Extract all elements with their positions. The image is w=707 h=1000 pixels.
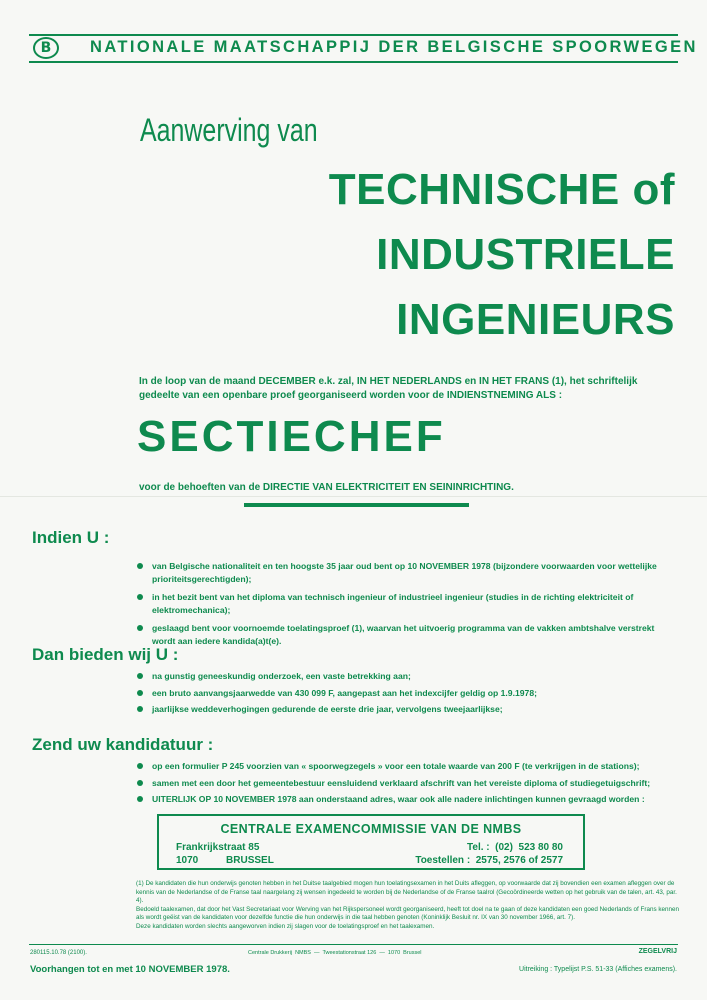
bieden-list bbox=[136, 670, 676, 720]
footnote-paragraph: Bedoeld taalexamen, dat door het Vast Secretariaat voor Werving van het Rijkspersoneel wordt georganiseerd, heeft tot doel na te gaan of deze kandidaten een goed Nederlands of Frans kennen als wordt geëist van de kandidaten voor dezelfde functie die hun onderwijs in die taal hebben genoten (Koninklijk Besluit nr. IX van 30 november 1966, art. 7). bbox=[136, 905, 680, 922]
footnote-paragraph: (1) De kandidaten die hun onderwijs genoten hebben in het Duitse taalgebied mogen hun toelatingsexamen in het Duits afleggen, op voorwaarde dat zij bovendien een examen afleggen over de kennis van de Nederlandse of de Franse taal naargelang zij wensen ingedeeld te worden bij de Nederlandse of de Franse taalrol (Gecoördineerde wetten op het gebruik van de talen, art. 43, par. 4). bbox=[136, 880, 677, 905]
paper-fold-line bbox=[0, 496, 707, 497]
zend-list bbox=[136, 760, 676, 810]
print-code: 280115.10.78 (2100). bbox=[30, 950, 87, 956]
footer-rule bbox=[29, 944, 678, 945]
printer-line: Centrale Drukkerij NMBS — Tweestationstraat 126 — 1070 Brussel bbox=[248, 950, 422, 956]
list-item: UITERLIJK OP 10 NOVEMBER 1978 aan onderstaand adres, waar ook alle nadere inlichtingen kunnen gevraagd worden : bbox=[136, 793, 676, 806]
address-street: Frankrijkstraat 85 bbox=[176, 842, 260, 853]
list-item: geslaagd bent voor voornoemde toelatingsproef (1), waarvan het uitvoerig programma van de vakken ambtshalve verstrekt wordt aan iedere kandida(a)t(e). bbox=[136, 622, 676, 647]
list-item: een bruto aanvangsjaarwedde van 430 099 F, aangepast aan het indexcijfer geldig op 1.9.1978; bbox=[136, 687, 676, 700]
position-title: SECTIECHEF bbox=[137, 412, 446, 461]
address-box bbox=[157, 814, 585, 870]
address-box-title: CENTRALE EXAMENCOMMISSIE VAN DE NMBS bbox=[220, 822, 522, 836]
footnote-block bbox=[136, 880, 680, 932]
header-top-rule bbox=[29, 34, 678, 36]
header-bottom-rule bbox=[29, 61, 678, 63]
section-divider bbox=[244, 503, 469, 507]
list-item: na gunstig geneeskundig onderzoek, een vaste betrekking aan; bbox=[136, 670, 676, 683]
posting-deadline: Voorhangen tot en met 10 NOVEMBER 1978. bbox=[30, 964, 230, 975]
section-heading-indien: Indien U : bbox=[32, 528, 110, 547]
directie-text: voor de behoeften van de DIRECTIE VAN ELEKTRICITEIT EN SEININRICHTING. bbox=[139, 482, 514, 493]
zegelvrij-label: ZEGELVRIJ bbox=[638, 948, 677, 955]
list-item: in het bezit bent van het diploma van technisch ingenieur of industrieel ingenieur (studies in de richting elektriciteit of elektromechanica); bbox=[136, 591, 676, 616]
distribution-note: Uitreiking : Typelijst P.S. 51-33 (Affiches examens). bbox=[519, 966, 677, 973]
list-item: van Belgische nationaliteit en ten hoogste 35 jaar oud bent op 10 NOVEMBER 1978 (bijzondere voorwaarden voor wettelijke prioriteitsgerechtigden); bbox=[136, 560, 676, 585]
address-city: 1070 BRUSSEL bbox=[176, 855, 274, 866]
title-line-2: INDUSTRIELE bbox=[376, 230, 675, 279]
intro-text: In de loop van de maand DECEMBER e.k. zal, IN HET NEDERLANDS en IN HET FRANS (1), het schriftelijk gedeelte van een openbare proef georganiseerd worden voor de INDIENSTNEMING ALS : bbox=[139, 376, 638, 401]
indien-list bbox=[136, 560, 676, 653]
list-item: op een formulier P 245 voorzien van « spoorwegzegels » voor een totale waarde van 200 F (te verkrijgen in de stations); bbox=[136, 760, 676, 773]
nmbs-logo-icon: B bbox=[33, 37, 59, 59]
section-heading-zend: Zend uw kandidatuur : bbox=[32, 735, 214, 754]
title-line-1: TECHNISCHE of bbox=[328, 165, 675, 214]
list-item: jaarlijkse weddeverhogingen gedurende de eerste drie jaar, vervolgens tweejaarlijkse; bbox=[136, 703, 676, 716]
address-phone: Tel. : (02) 523 80 80 bbox=[467, 842, 563, 853]
title-kicker: Aanwerving van bbox=[140, 112, 318, 148]
address-extensions: Toestellen : 2575, 2576 of 2577 bbox=[415, 855, 563, 866]
list-item: samen met een door het gemeentebestuur eensluidend verklaard afschrift van het vereiste diploma of studiegetuigschrift; bbox=[136, 777, 676, 790]
organization-name: NATIONALE MAATSCHAPPIJ DER BELGISCHE SPOORWEGEN bbox=[90, 38, 698, 56]
title-line-3: INGENIEURS bbox=[396, 295, 675, 344]
footnote-paragraph: Deze kandidaten worden slechts aangeworven indien zij slagen voor de toelatingsproef en het taalexamen. bbox=[136, 922, 435, 930]
section-heading-bieden: Dan bieden wij U : bbox=[32, 645, 179, 664]
